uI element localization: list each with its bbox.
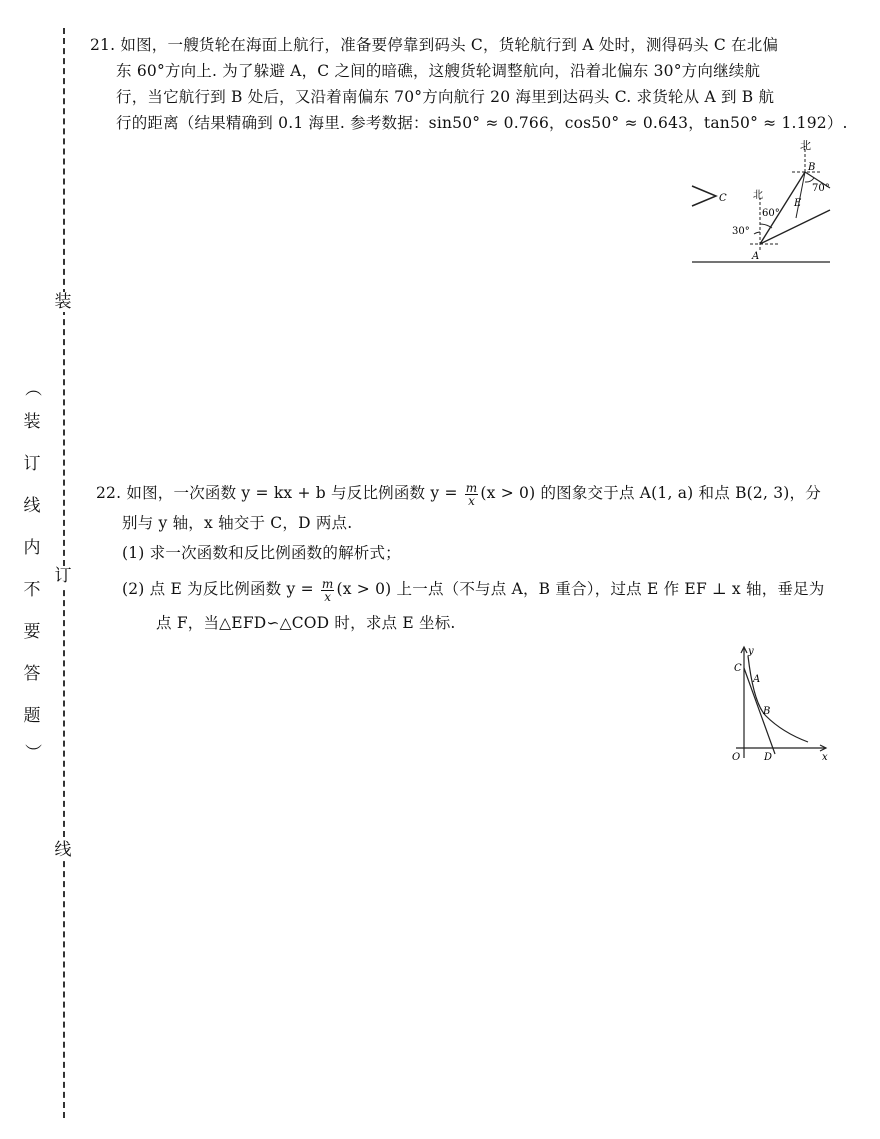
- label-north-top: 北: [800, 139, 811, 152]
- label-a: A: [753, 674, 761, 685]
- q22-part-2c: 点 F，当△EFD∽△COD 时，求点 E 坐标.: [156, 614, 456, 632]
- question-21: [90, 32, 850, 136]
- fraction-m-over-x: [465, 482, 479, 507]
- q21-line-1: [90, 32, 850, 58]
- q21-number: 21.: [90, 36, 116, 54]
- label-e: E: [794, 198, 802, 209]
- q21-figure: [688, 138, 833, 266]
- binding-label-zhuang: 装: [52, 292, 74, 312]
- binding-label-ding: 订: [52, 566, 74, 586]
- notice-char: 题: [23, 706, 41, 726]
- q22-text-1b: (x > 0) 的图象交于点 A(1, a) 和点 B(2, 3)，分: [480, 484, 821, 502]
- question-22: [96, 478, 856, 638]
- arc-70: [805, 178, 814, 182]
- label-60: 60°: [762, 208, 780, 219]
- label-b: B: [763, 706, 771, 717]
- label-y: y: [748, 646, 754, 657]
- notice-char: 答: [23, 664, 41, 684]
- q22-part-2: [96, 574, 856, 604]
- q22-part-1: (1) 求一次函数和反比例函数的解析式；: [122, 544, 401, 562]
- label-b: B: [808, 162, 816, 173]
- hyperbola: [748, 656, 808, 742]
- q22-line-2: 别与 y 轴，x 轴交于 C，D 两点.: [122, 514, 353, 532]
- label-a: A: [752, 251, 760, 262]
- notice-char: 订: [23, 454, 41, 474]
- label-c: C: [719, 193, 727, 204]
- frac-num-2: m: [321, 576, 334, 591]
- label-c: C: [734, 663, 742, 674]
- label-30: 30°: [732, 226, 750, 237]
- notice-char: （: [22, 379, 42, 397]
- q22-text-1a: 如图，一次函数 y = kx + b 与反比例函数 y =: [126, 484, 458, 502]
- q22-part-2a: (2) 点 E 为反比例函数 y =: [122, 580, 314, 598]
- label-x: x: [822, 752, 828, 763]
- notice-char: 装: [23, 412, 41, 432]
- q22-line-1: [96, 478, 856, 508]
- q22-number: 22.: [96, 484, 122, 502]
- frac-den: x: [468, 493, 476, 508]
- q21-text-1: 如图，一艘货轮在海面上航行，准备要停靠到码头 C，货轮航行到 A 处时，测得码头 C 在北偏: [120, 36, 779, 54]
- fraction-m-over-x-2: [321, 578, 335, 603]
- q21-line-2: 东 60°方向上. 为了躲避 A，C 之间的暗礁，这艘货轮调整航向，沿着北偏东 30°方向继续航: [116, 62, 761, 80]
- notice-char: 线: [23, 496, 41, 516]
- binding-notice: [22, 378, 42, 784]
- notice-char: 要: [23, 622, 41, 642]
- label-d: D: [764, 752, 773, 763]
- label-o: O: [732, 752, 741, 763]
- frac-num: m: [465, 480, 478, 495]
- q21-line-4: 行的距离（结果精确到 0.1 海里. 参考数据：sin50° ≈ 0.766，cos50° ≈ 0.643，tan50° ≈ 1.192）.: [116, 114, 848, 132]
- arc-30: [754, 232, 760, 234]
- label-70: 70°: [812, 183, 830, 194]
- q22-part-2b: (x > 0) 上一点（不与点 A，B 重合），过点 E 作 EF ⊥ x 轴，垂足为: [336, 580, 825, 598]
- binding-label-xian: 线: [52, 840, 74, 860]
- notice-char: 不: [23, 580, 41, 600]
- notice-char: ）: [22, 743, 42, 761]
- label-north-mid: 北: [753, 190, 763, 201]
- c-arrow: [692, 186, 716, 206]
- frac-den-2: x: [324, 589, 332, 604]
- q21-line-3: 行，当它航行到 B 处后，又沿着南偏东 70°方向航行 20 海里到达码头 C. 求货轮从 A 到 B 航: [116, 88, 775, 106]
- notice-char: 内: [23, 538, 41, 558]
- q22-figure: [726, 644, 832, 766]
